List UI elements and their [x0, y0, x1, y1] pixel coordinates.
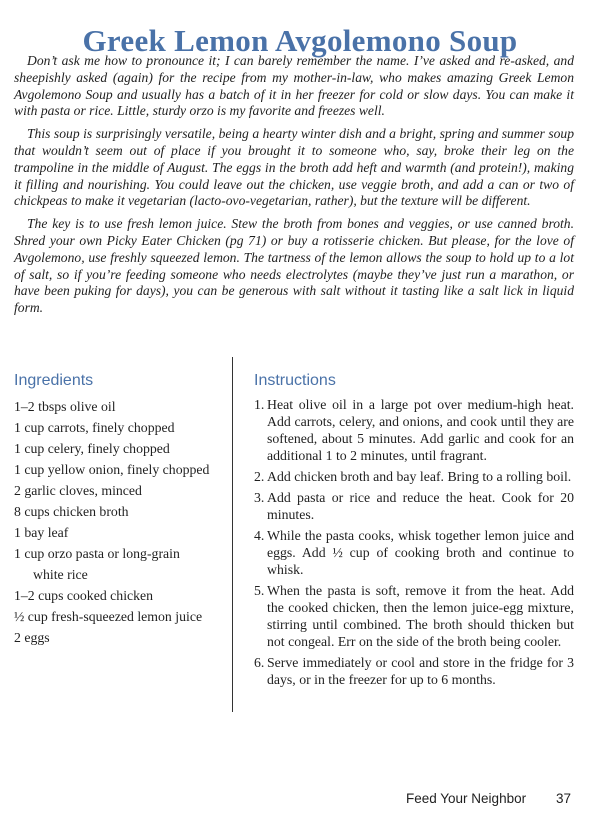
column-divider	[232, 357, 233, 712]
ingredient-item: 1–2 cups cooked chicken	[14, 588, 154, 603]
ingredient-item: 1–2 tbsps olive oil	[14, 399, 116, 414]
intro-text	[14, 53, 574, 323]
instructions-section	[254, 372, 574, 692]
instructions-heading: Instructions	[254, 372, 336, 389]
instruction-step	[254, 396, 574, 464]
ingredients-list	[14, 396, 224, 648]
ingredient-item: 1 cup yellow onion, finely chopped	[14, 462, 210, 477]
intro-paragraph: Don’t ask me how to pronounce it; I can barely remember the name. I’ve asked and re-asked, and sheepishly asked (again) for the recipe from my mother-in-law, who makes amazing Greek Lemon Avgolemono Soup and usually has a batch of it in her freezer for cold or slow days. You can make it with pasta or rice. Little, sturdy orzo is my favorite and freezes well.	[14, 53, 574, 119]
ingredient-item: ½ cup fresh-squeezed lemon juice	[14, 609, 203, 624]
step-text: When the pasta is soft, remove it from the heat. Add the cooked chicken, then the lemon juice-egg mixture, stirring until combined. The broth should thicken but not congeal. Err on the side of the broth being cooler.	[267, 583, 574, 649]
intro-paragraph: The key is to use fresh lemon juice. Stew the broth from bones and veggies, or use canned broth. Shred your own Picky Eater Chicken (pg 71) or buy a rotisserie chicken. But please, for the love of Avgolemono, use freshly squeezed lemon. The tartness of the lemon allows the soup to hold up to a lot of salt, so if you’re feeding someone who needs electrolytes (maybe they’ve just run a marathon, or have been puking for days), you can be generous with salt without it tasting like a salt lick in liquid form.	[14, 216, 574, 316]
instruction-step	[254, 489, 574, 523]
ingredient-item: 1 cup carrots, finely chopped	[14, 420, 175, 435]
intro-paragraph: This soup is surprisingly versatile, being a hearty winter dish and a bright, spring and summer soup that wouldn’t seem out of place if you brought it to someone who, say, broke their leg on the trampoline in the middle of August. The eggs in the broth add heft and warmth (and protein!), making it filling and nourishing. You could leave out the chicken, use veggie broth, and add a can or two of chickpeas to make it vegetarian (lacto-ovo-vegetarian, rather), but the texture will be different.	[14, 126, 574, 209]
step-text: Add pasta or rice and reduce the heat. Cook for 20 minutes.	[267, 490, 574, 522]
ingredient-item: 1 bay leaf	[14, 525, 69, 540]
step-number: 2.	[254, 469, 265, 484]
ingredient-item: 1 cup celery, finely chopped	[14, 441, 170, 456]
step-number: 3.	[254, 490, 265, 505]
instruction-step	[254, 654, 574, 688]
instruction-step	[254, 468, 574, 485]
ingredients-heading: Ingredients	[14, 372, 94, 389]
instructions-list	[254, 396, 574, 688]
step-number: 5.	[254, 583, 265, 598]
ingredient-item-line: 1 cup orzo pasta or long-grain	[14, 546, 180, 561]
step-text: Heat olive oil in a large pot over medium-high heat. Add carrots, celery, and onions, and cook until they are softened, about 5 minutes. Add garlic and cook for an additional 1 to 2 minutes, until fragrant.	[267, 397, 574, 463]
ingredient-item: 8 cups chicken broth	[14, 504, 129, 519]
step-number: 1.	[254, 397, 265, 412]
instruction-step	[254, 527, 574, 578]
step-number: 6.	[254, 655, 265, 670]
page-title: Greek Lemon Avgolemono Soup	[82, 22, 518, 58]
ingredient-item: 2 eggs	[14, 630, 50, 645]
step-text: Serve immediately or cool and store in the fridge for 3 days, or in the freezer for up to 6 months.	[267, 655, 574, 687]
ingredient-item	[14, 543, 224, 585]
footer-book-title: Feed Your Neighbor	[406, 791, 527, 806]
page-number: 37	[556, 791, 572, 806]
step-number: 4.	[254, 528, 265, 543]
ingredient-item: 2 garlic cloves, minced	[14, 483, 142, 498]
instruction-step	[254, 582, 574, 650]
ingredient-item-continuation: white rice	[33, 567, 88, 582]
step-text: While the pasta cooks, whisk together lemon juice and eggs. Add ½ cup of cooking broth and continue to whisk.	[267, 528, 574, 577]
step-text: Add chicken broth and bay leaf. Bring to a rolling boil.	[267, 469, 572, 484]
ingredients-section	[14, 372, 224, 648]
